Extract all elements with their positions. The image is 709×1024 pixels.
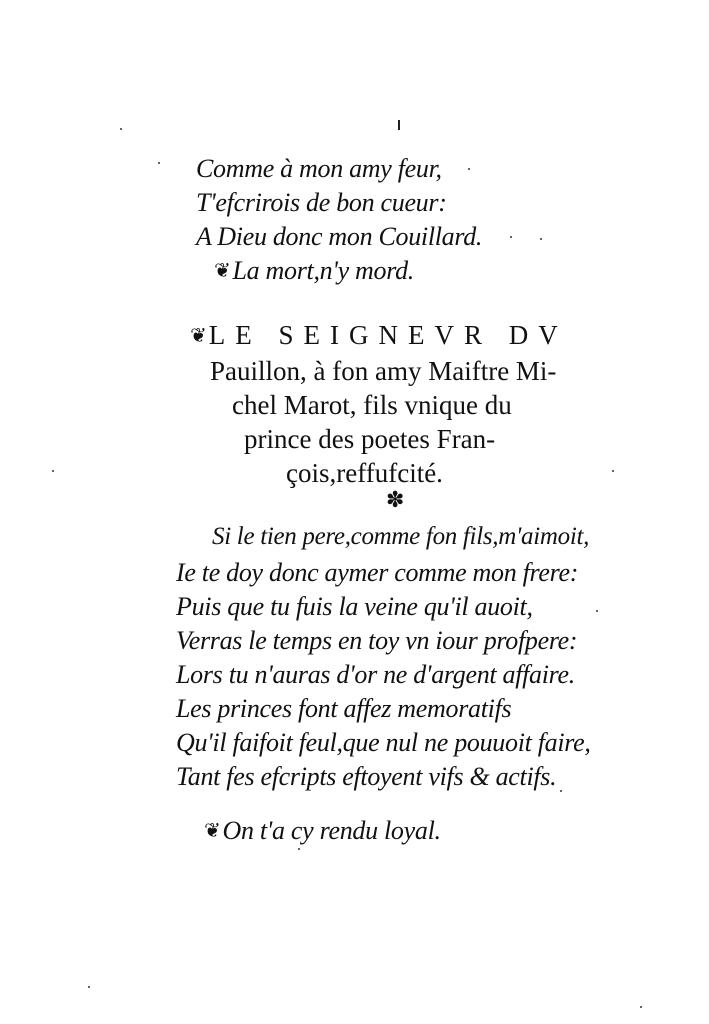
heading-caps-line (190, 322, 568, 349)
stanza1-motto-text: La mort,n'y mord. (232, 256, 414, 285)
center-ornament-icon: ✽ (386, 488, 405, 513)
heading-caps-text: LE SEIGNEVR DV (208, 320, 568, 350)
print-speck (510, 236, 512, 238)
print-speck (596, 610, 598, 612)
poem-line-3: Puis que tu fuis la veine qu'il auoit, (176, 592, 533, 621)
fleuron-icon: ❦ (190, 323, 207, 347)
heading-line-1: Pauillon, à fon amy Maiftre Mi- (210, 356, 557, 386)
poem-line-5: Lors tu n'auras d'or ne d'argent affaire. (176, 660, 575, 689)
poem-line-6: Les princes font affez memoratifs (176, 694, 512, 723)
stanza1-line-1: Comme à mon amy feur, (196, 154, 442, 183)
heading-line-3: prince des poetes Fran- (244, 424, 496, 454)
heading-line-4: çois,reffufcité. (286, 458, 443, 488)
poem-line-2: Ie te doy donc aymer comme mon frere: (176, 558, 579, 587)
heading-line-2: chel Marot, fils vnique du (232, 390, 512, 420)
print-speck (120, 128, 122, 130)
print-speck (88, 986, 90, 988)
fleuron-icon: ❦ (204, 818, 221, 842)
fleuron-icon: ❦ (214, 258, 231, 282)
print-speck (158, 162, 160, 164)
poem-line-4: Verras le temps en toy vn iour profpere: (176, 626, 578, 655)
poem-line-7: Qu'il faifoit feul,que nul ne pouuoit faire, (176, 728, 591, 757)
print-speck (298, 848, 300, 850)
poem-motto (204, 818, 441, 844)
stanza1-motto (214, 258, 414, 284)
print-speck (560, 790, 562, 792)
print-speck (640, 1006, 642, 1008)
print-speck (540, 238, 542, 240)
poem-motto-text: On t'a cy rendu loyal. (222, 816, 441, 845)
poem-line-8: Tant fes efcripts eftoyent vifs & actifs. (176, 762, 557, 791)
print-speck (52, 470, 54, 472)
print-speck (468, 168, 470, 170)
page-mark (398, 120, 400, 130)
stanza1-line-3: A Dieu donc mon Couillard. (196, 222, 483, 251)
stanza1-line-2: T'efcrirois de bon cueur: (196, 188, 447, 217)
print-speck (612, 470, 614, 472)
poem-line-1: Si le tien pere,comme fon fils,m'aimoit, (212, 523, 590, 550)
